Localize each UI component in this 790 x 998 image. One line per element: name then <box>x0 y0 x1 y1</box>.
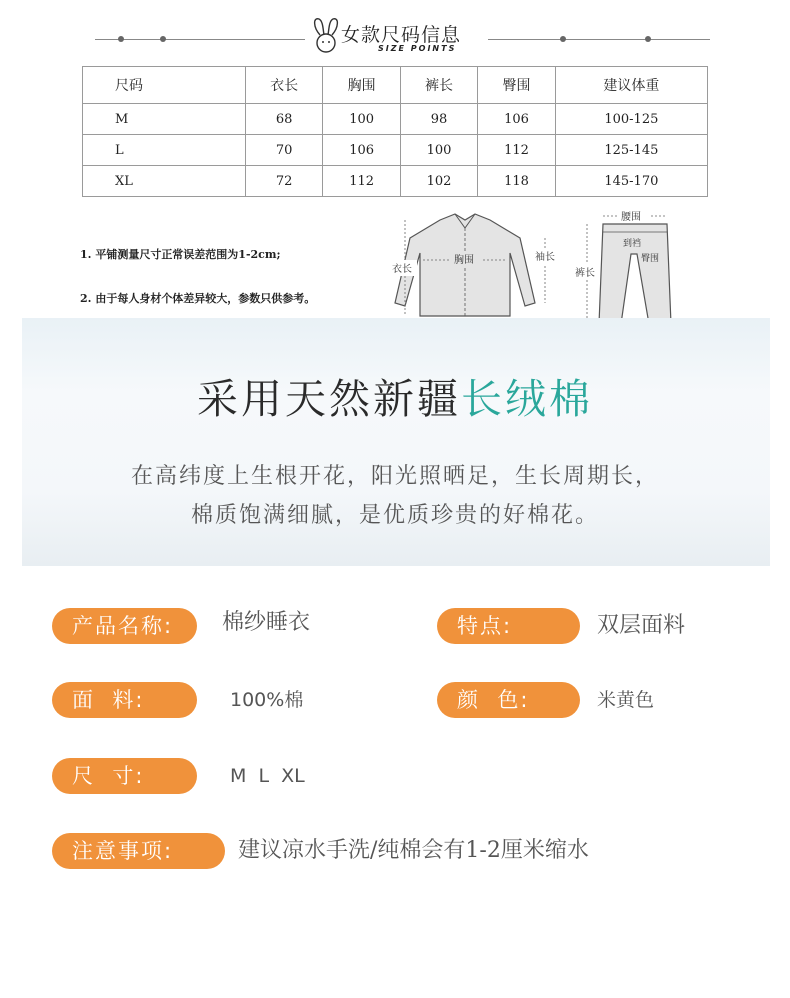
banner-title-main: 采用天然新疆 <box>197 375 461 423</box>
shirt-sleeve-label: 袖长 <box>535 252 555 263</box>
color-value: 米黄色 <box>597 689 655 711</box>
size-chart-subtitle: SIZE POINTS <box>378 44 457 53</box>
banner-title <box>0 366 790 425</box>
col-header-hip: 臀围 <box>478 67 555 104</box>
table-cell: 70 <box>245 135 322 166</box>
table-cell: 106 <box>478 104 555 135</box>
care-value: 建议凉水手洗/纯棉会有1-2厘米缩水 <box>238 838 589 863</box>
material-label: 面 料: <box>52 682 197 718</box>
banner-description-line-1: 在高纬度上生根开花，阳光照晒足，生长周期长， <box>130 464 659 489</box>
table-cell: 102 <box>400 166 477 197</box>
decorative-dot <box>118 36 124 42</box>
table-cell: 118 <box>478 166 555 197</box>
col-header-length: 衣长 <box>245 67 322 104</box>
table-cell: 106 <box>323 135 400 166</box>
col-header-pants-length: 裤长 <box>400 67 477 104</box>
bunny-logo-icon <box>311 15 341 55</box>
table-cell: 100 <box>400 135 477 166</box>
decorative-line-right <box>488 39 710 40</box>
feature-label: 特点: <box>437 608 580 644</box>
pants-length-label: 裤长 <box>575 268 595 279</box>
size-table <box>82 66 708 197</box>
table-cell: 100 <box>323 104 400 135</box>
care-label: 注意事项: <box>52 833 225 869</box>
table-row <box>83 104 708 135</box>
product-name-label: 产品名称: <box>52 608 197 644</box>
size-label: 尺 寸: <box>52 758 197 794</box>
measurement-note-2: 2. 由于每人身材个体差异较大，参数只供参考。 <box>80 292 316 305</box>
decorative-dot <box>160 36 166 42</box>
banner-title-highlight: 长绒棉 <box>461 375 593 423</box>
pants-waist-label: 腰围 <box>621 212 641 223</box>
banner-description-line-2: 棉质饱满细腻，是优质珍贵的好棉花。 <box>190 503 599 528</box>
size-value: M L XL <box>230 765 305 787</box>
pants-crotch-label: 到裆 <box>623 239 642 249</box>
shirt-measurement-diagram <box>385 208 560 323</box>
feature-value: 双层面料 <box>597 613 686 638</box>
table-cell: L <box>83 135 246 166</box>
col-header-weight: 建议体重 <box>555 67 707 104</box>
color-label: 颜 色: <box>437 682 580 718</box>
table-cell: M <box>83 104 246 135</box>
product-name-value: 棉纱睡衣 <box>222 610 311 635</box>
pants-hip-label: 臀围 <box>641 254 660 264</box>
size-chart-header <box>0 0 790 60</box>
decorative-dot <box>645 36 651 42</box>
table-row <box>83 166 708 197</box>
measurement-note-1: 1. 平铺测量尺寸正常误差范围为1-2cm; <box>80 248 281 261</box>
col-header-size: 尺码 <box>83 67 246 104</box>
size-chart-title: 女款尺码信息 <box>341 24 462 46</box>
table-cell: 145-170 <box>555 166 707 197</box>
col-header-chest: 胸围 <box>323 67 400 104</box>
table-cell: 125-145 <box>555 135 707 166</box>
table-cell: 68 <box>245 104 322 135</box>
table-cell: 100-125 <box>555 104 707 135</box>
shirt-chest-label: 胸围 <box>454 255 474 266</box>
pants-measurement-diagram <box>575 206 685 328</box>
table-cell: 112 <box>478 135 555 166</box>
table-row <box>83 135 708 166</box>
table-cell: XL <box>83 166 246 197</box>
shirt-length-label: 衣长 <box>392 264 412 275</box>
decorative-line-left <box>95 39 305 40</box>
table-header-row <box>83 67 708 104</box>
table-cell: 112 <box>323 166 400 197</box>
material-value: 100%棉 <box>230 689 304 711</box>
table-cell: 72 <box>245 166 322 197</box>
decorative-dot <box>560 36 566 42</box>
table-cell: 98 <box>400 104 477 135</box>
